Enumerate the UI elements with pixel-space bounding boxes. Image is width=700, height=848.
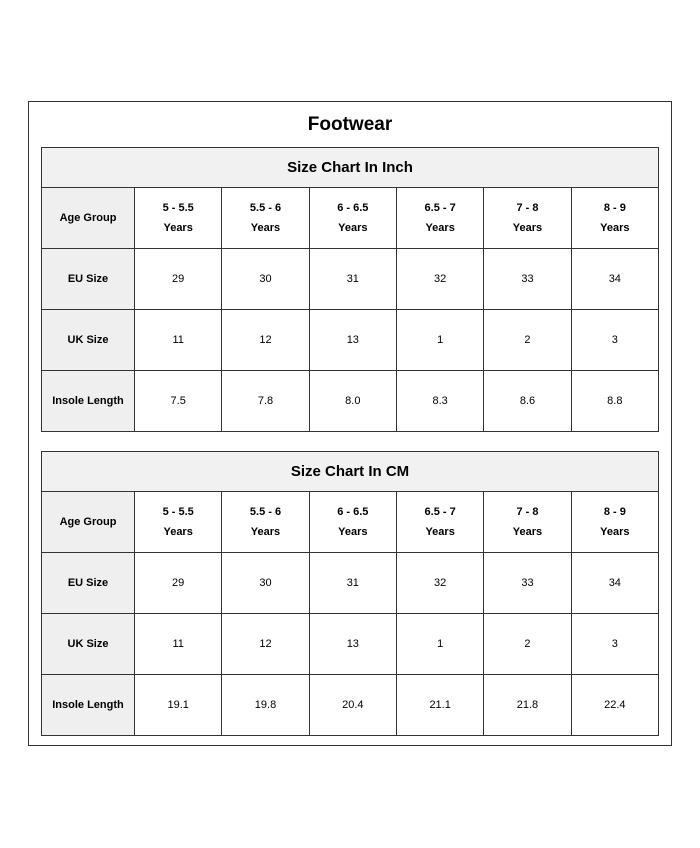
eu-size-row: [42, 249, 659, 310]
age-unit: Years: [163, 222, 193, 234]
table-cell: 7.5: [135, 371, 222, 432]
uk-size-row: [42, 310, 659, 371]
table-cell: 21.8: [484, 675, 571, 736]
uk-size-row: [42, 614, 659, 675]
age-range: 6 - 6.5: [337, 202, 369, 214]
age-cell: [484, 188, 571, 249]
table-cell: 33: [484, 553, 571, 614]
row-header: EU Size: [42, 249, 135, 310]
table-cell: 1: [396, 614, 483, 675]
table-cell: 31: [309, 553, 396, 614]
age-cell: [135, 188, 222, 249]
age-unit: Years: [512, 222, 543, 234]
age-range: 5 - 5.5: [162, 506, 194, 518]
age-unit: Years: [163, 526, 193, 538]
row-header: Insole Length: [42, 675, 135, 736]
table-cell: 11: [135, 310, 222, 371]
row-header: Age Group: [42, 188, 135, 249]
age-cell: [222, 492, 309, 553]
age-unit: Years: [425, 222, 455, 234]
table-cell: 19.8: [222, 675, 309, 736]
table-caption-row: [42, 452, 659, 492]
table-caption: Size Chart In CM: [42, 452, 659, 492]
age-range: 5.5 - 6: [249, 506, 282, 518]
table-cell: 8.8: [571, 371, 658, 432]
age-cell: [484, 492, 571, 553]
table-cell: 8.0: [309, 371, 396, 432]
table-caption-row: [42, 148, 659, 188]
age-unit: Years: [512, 526, 543, 538]
age-unit: Years: [338, 222, 368, 234]
table-cell: 12: [222, 310, 309, 371]
table-cell: 21.1: [396, 675, 483, 736]
table-cell: 1: [396, 310, 483, 371]
insole-length-row: [42, 675, 659, 736]
age-group-row: [42, 188, 659, 249]
age-range: 5.5 - 6: [249, 202, 282, 214]
table-cell: 31: [309, 249, 396, 310]
table-cell: 8.3: [396, 371, 483, 432]
age-cell: [396, 188, 483, 249]
cm-size-table: [41, 451, 659, 736]
row-header: UK Size: [42, 614, 135, 675]
age-range: 7 - 8: [516, 202, 539, 214]
age-range: 8 - 9: [603, 506, 626, 518]
table-cell: 34: [571, 553, 658, 614]
inch-size-table: [41, 147, 659, 432]
table-cell: 11: [135, 614, 222, 675]
table-cell: 32: [396, 249, 483, 310]
table-cell: 7.8: [222, 371, 309, 432]
age-unit: Years: [600, 526, 630, 538]
table-cell: 22.4: [571, 675, 658, 736]
table-cell: 34: [571, 249, 658, 310]
insole-length-row: [42, 371, 659, 432]
age-unit: Years: [338, 526, 368, 538]
age-cell: [222, 188, 309, 249]
age-range: 5 - 5.5: [162, 202, 194, 214]
age-range: 7 - 8: [516, 506, 539, 518]
table-cell: 29: [135, 249, 222, 310]
table-cell: 3: [571, 310, 658, 371]
row-header: EU Size: [42, 553, 135, 614]
row-header: Insole Length: [42, 371, 135, 432]
row-header: UK Size: [42, 310, 135, 371]
table-cell: 30: [222, 249, 309, 310]
age-range: 6.5 - 7: [424, 506, 456, 518]
eu-size-row: [42, 553, 659, 614]
age-unit: Years: [250, 222, 281, 234]
table-cell: 30: [222, 553, 309, 614]
age-cell: [396, 492, 483, 553]
table-cell: 2: [484, 614, 571, 675]
page-title: Footwear: [307, 114, 393, 135]
age-unit: Years: [600, 222, 630, 234]
age-range: 6 - 6.5: [337, 506, 369, 518]
table-cell: 8.6: [484, 371, 571, 432]
age-cell: [571, 188, 658, 249]
age-group-row: [42, 492, 659, 553]
table-cell: 32: [396, 553, 483, 614]
age-cell: [135, 492, 222, 553]
age-cell: [309, 492, 396, 553]
table-cell: 29: [135, 553, 222, 614]
age-range: 8 - 9: [603, 202, 626, 214]
table-cell: 20.4: [309, 675, 396, 736]
table-cell: 2: [484, 310, 571, 371]
age-cell: [309, 188, 396, 249]
row-header: Age Group: [42, 492, 135, 553]
table-caption: Size Chart In Inch: [42, 148, 659, 188]
table-cell: 33: [484, 249, 571, 310]
table-cell: 13: [309, 614, 396, 675]
table-cell: 12: [222, 614, 309, 675]
table-cell: 3: [571, 614, 658, 675]
age-unit: Years: [250, 526, 281, 538]
table-cell: 19.1: [135, 675, 222, 736]
age-unit: Years: [425, 526, 455, 538]
table-cell: 13: [309, 310, 396, 371]
age-range: 6.5 - 7: [424, 202, 456, 214]
age-cell: [571, 492, 658, 553]
